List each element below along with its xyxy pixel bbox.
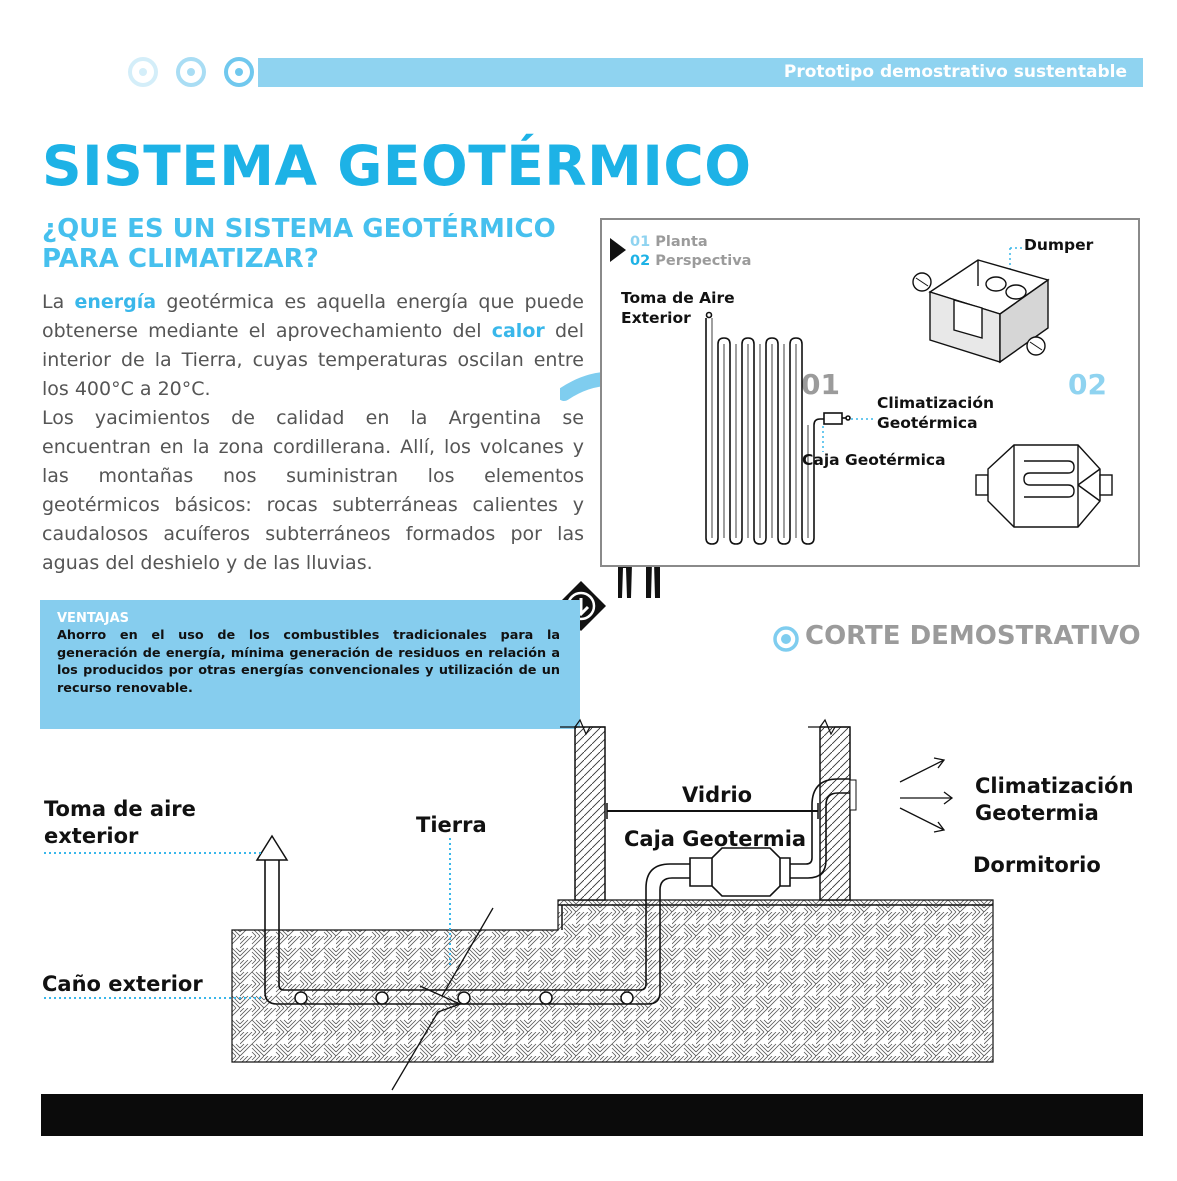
- header-banner-text: Prototipo demostrativo sustentable: [783, 62, 1127, 82]
- label-caja-geotermica: Caja Geotérmica: [802, 451, 946, 469]
- legend-num-01: 01: [630, 234, 651, 250]
- ventajas-body: Ahorro en el uso de los combustibles tradicionales para la generación de energía, mínima generación de residuos en relación a los producidos por otras energías convencionales y utilización de un recurso renovable.: [57, 628, 560, 696]
- diagram-number-01: 01: [801, 368, 840, 401]
- label-dormitorio: Dormitorio: [973, 853, 1101, 877]
- label-climatizacion: Climatización Geotérmica: [877, 394, 994, 433]
- label-caja-geotermia: Caja Geotermia: [624, 827, 807, 851]
- target-circle-icon: [772, 625, 800, 653]
- label-toma-aire: Toma de Aire Exterior: [621, 289, 735, 328]
- geothermal-box-drawing: [974, 435, 1124, 535]
- page-title: SISTEMA GEOTÉRMICO: [42, 134, 752, 198]
- intro-fragment: geotérmica es aquella energía que puede obtenerse mediante el aprovechamiento del: [42, 291, 584, 342]
- ventajas-title: VENTAJAS: [57, 611, 130, 626]
- header-banner: [258, 58, 1143, 87]
- page-subtitle: ¿QUE ES UN SISTEMA GEOTÉRMICO PARA CLIMATIZAR?: [42, 214, 556, 274]
- legend-num-02: 02: [630, 253, 651, 269]
- footer-bar: [41, 1094, 1143, 1136]
- diagram-number-02: 02: [1068, 368, 1107, 401]
- cross-section-drawing: [0, 700, 1177, 1100]
- intro-paragraph-2: Los yacimientos de calidad en la Argentina se encuentran en la zona cordillerana. Allí, los volcanes y las montañas nos suministran los elementos geotérmicos básicos: rocas subterráneas calientes y caudalosos acuíferos subterráneos formados por las aguas del deshielo y de las lluvias.: [42, 407, 584, 574]
- intro-fragment: La: [42, 291, 75, 313]
- highlight-calor: calor: [491, 320, 545, 342]
- header-dot-3: [224, 57, 254, 87]
- legend-label-planta: Planta: [655, 234, 708, 250]
- intro-fragment: del interior de la Tierra, cuyas temperaturas oscilan entre los 400°C a 20°C.: [42, 320, 584, 400]
- label-climatizacion-geotermia: Climatización Geotermia: [975, 774, 1134, 826]
- intro-text: [42, 288, 584, 578]
- label-toma-aire-exterior: Toma de aire exterior: [44, 797, 196, 849]
- highlight-energia: energía: [74, 291, 157, 313]
- corte-title: CORTE DEMOSTRATIVO: [805, 621, 1141, 651]
- label-cano-exterior: Caño exterior: [42, 972, 203, 996]
- legend-label-perspectiva: Perspectiva: [655, 253, 752, 269]
- header-dot-2: [176, 57, 206, 87]
- label-dumper: Dumper: [1024, 236, 1094, 254]
- dumper-perspective-drawing: [910, 242, 1060, 382]
- label-tierra: Tierra: [416, 813, 487, 837]
- plan-perspective-diagram: [600, 218, 1140, 567]
- label-vidrio: Vidrio: [682, 783, 753, 807]
- header-dot-1: [128, 57, 158, 87]
